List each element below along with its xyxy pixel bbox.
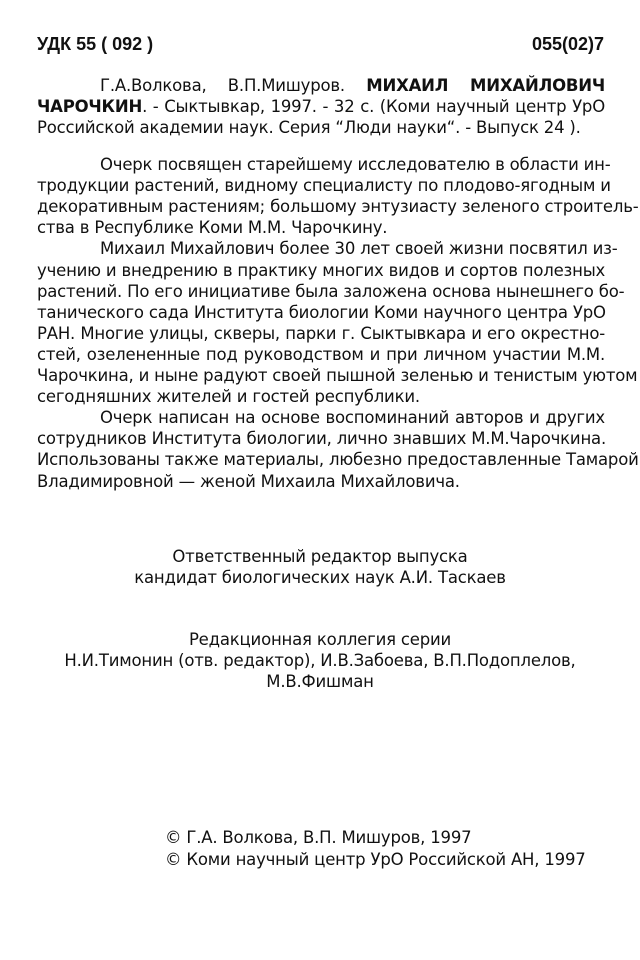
abstract-line: декоративным растениям; большому энтузиасту зеленого строитель- <box>37 197 639 217</box>
board-members: Н.И.Тимонин (отв. редактор), И.В.Забоева, В.П.Подоплелов, <box>64 651 576 670</box>
publication-info: . - Сыктывкар, 1997. - 32 с. (Коми научный центр УрО <box>142 97 605 116</box>
abstract-line: Владимировной — женой Михаила Михайловича. <box>37 471 460 491</box>
citation-line-3: Российской академии наук. Серия “Люди науки“. - Выпуск 24 ). <box>37 118 581 137</box>
abstract-line: растений. По его инициативе была заложена основа нынешнего бо- <box>37 281 625 301</box>
editor-title: Ответственный редактор выпуска <box>172 547 468 566</box>
abstract-line: РАН. Многие улицы, скверы, парки г. Сыктывкара и его окрестно- <box>37 323 605 343</box>
editor-name: кандидат биологических наук А.И. Таскаев <box>134 568 506 587</box>
title-part2: ЧАРОЧКИН <box>37 97 143 116</box>
title-part1: МИХАИЛ МИХАЙЛОВИЧ <box>366 76 606 95</box>
board-title: Редакционная коллегия серии <box>188 630 452 649</box>
abstract-line: учению и внедрению в практику многих видов и сортов полезных <box>37 260 606 280</box>
abstract-line: сотрудников Института биологии, лично знавших М.М.Чарочкина. <box>37 429 606 449</box>
abstract-line: Очерк написан на основе воспоминаний авторов и других <box>100 408 605 428</box>
abstract-line: Очерк посвящен старейшему исследователю в области ин- <box>100 155 611 174</box>
copyright-publisher: © Коми научный центр УрО Российской АН, 1997 <box>165 850 586 869</box>
copyright-authors: © Г.А. Волкова, В.П. Мишуров, 1997 <box>165 828 472 847</box>
citation-line-1 <box>100 76 605 96</box>
abstract-line: танического сада Института биологии Коми научного центра УрО <box>37 302 606 322</box>
udk-code: УДК 55 ( 092 ) <box>37 34 154 54</box>
authors: Г.А.Волкова, В.П.Мишуров. <box>100 76 345 95</box>
abstract-line: Михаил Михайлович более 30 лет своей жизни посвятил из- <box>100 239 618 259</box>
abstract-line: стей, озелененные под руководством и при личном участии М.М. <box>37 344 605 364</box>
citation-line-2 <box>37 97 605 117</box>
abstract-line: Использованы также материалы, любезно предоставленные Тамарой <box>37 450 639 470</box>
abstract-line: ства в Республике Коми М.М. Чарочкину. <box>37 218 388 238</box>
classification-code: 055(02)7 <box>531 34 604 54</box>
abstract-line: тродукции растений, видному специалисту по плодово-ягодным и <box>37 176 611 196</box>
abstract-line: Чарочкина, и ныне радуют своей пышной зеленью и тенистым уютом <box>37 366 638 385</box>
abstract-line: сегодняшних жителей и гостей республики. <box>37 387 420 407</box>
board-members-2: М.В.Фишман <box>266 672 374 691</box>
